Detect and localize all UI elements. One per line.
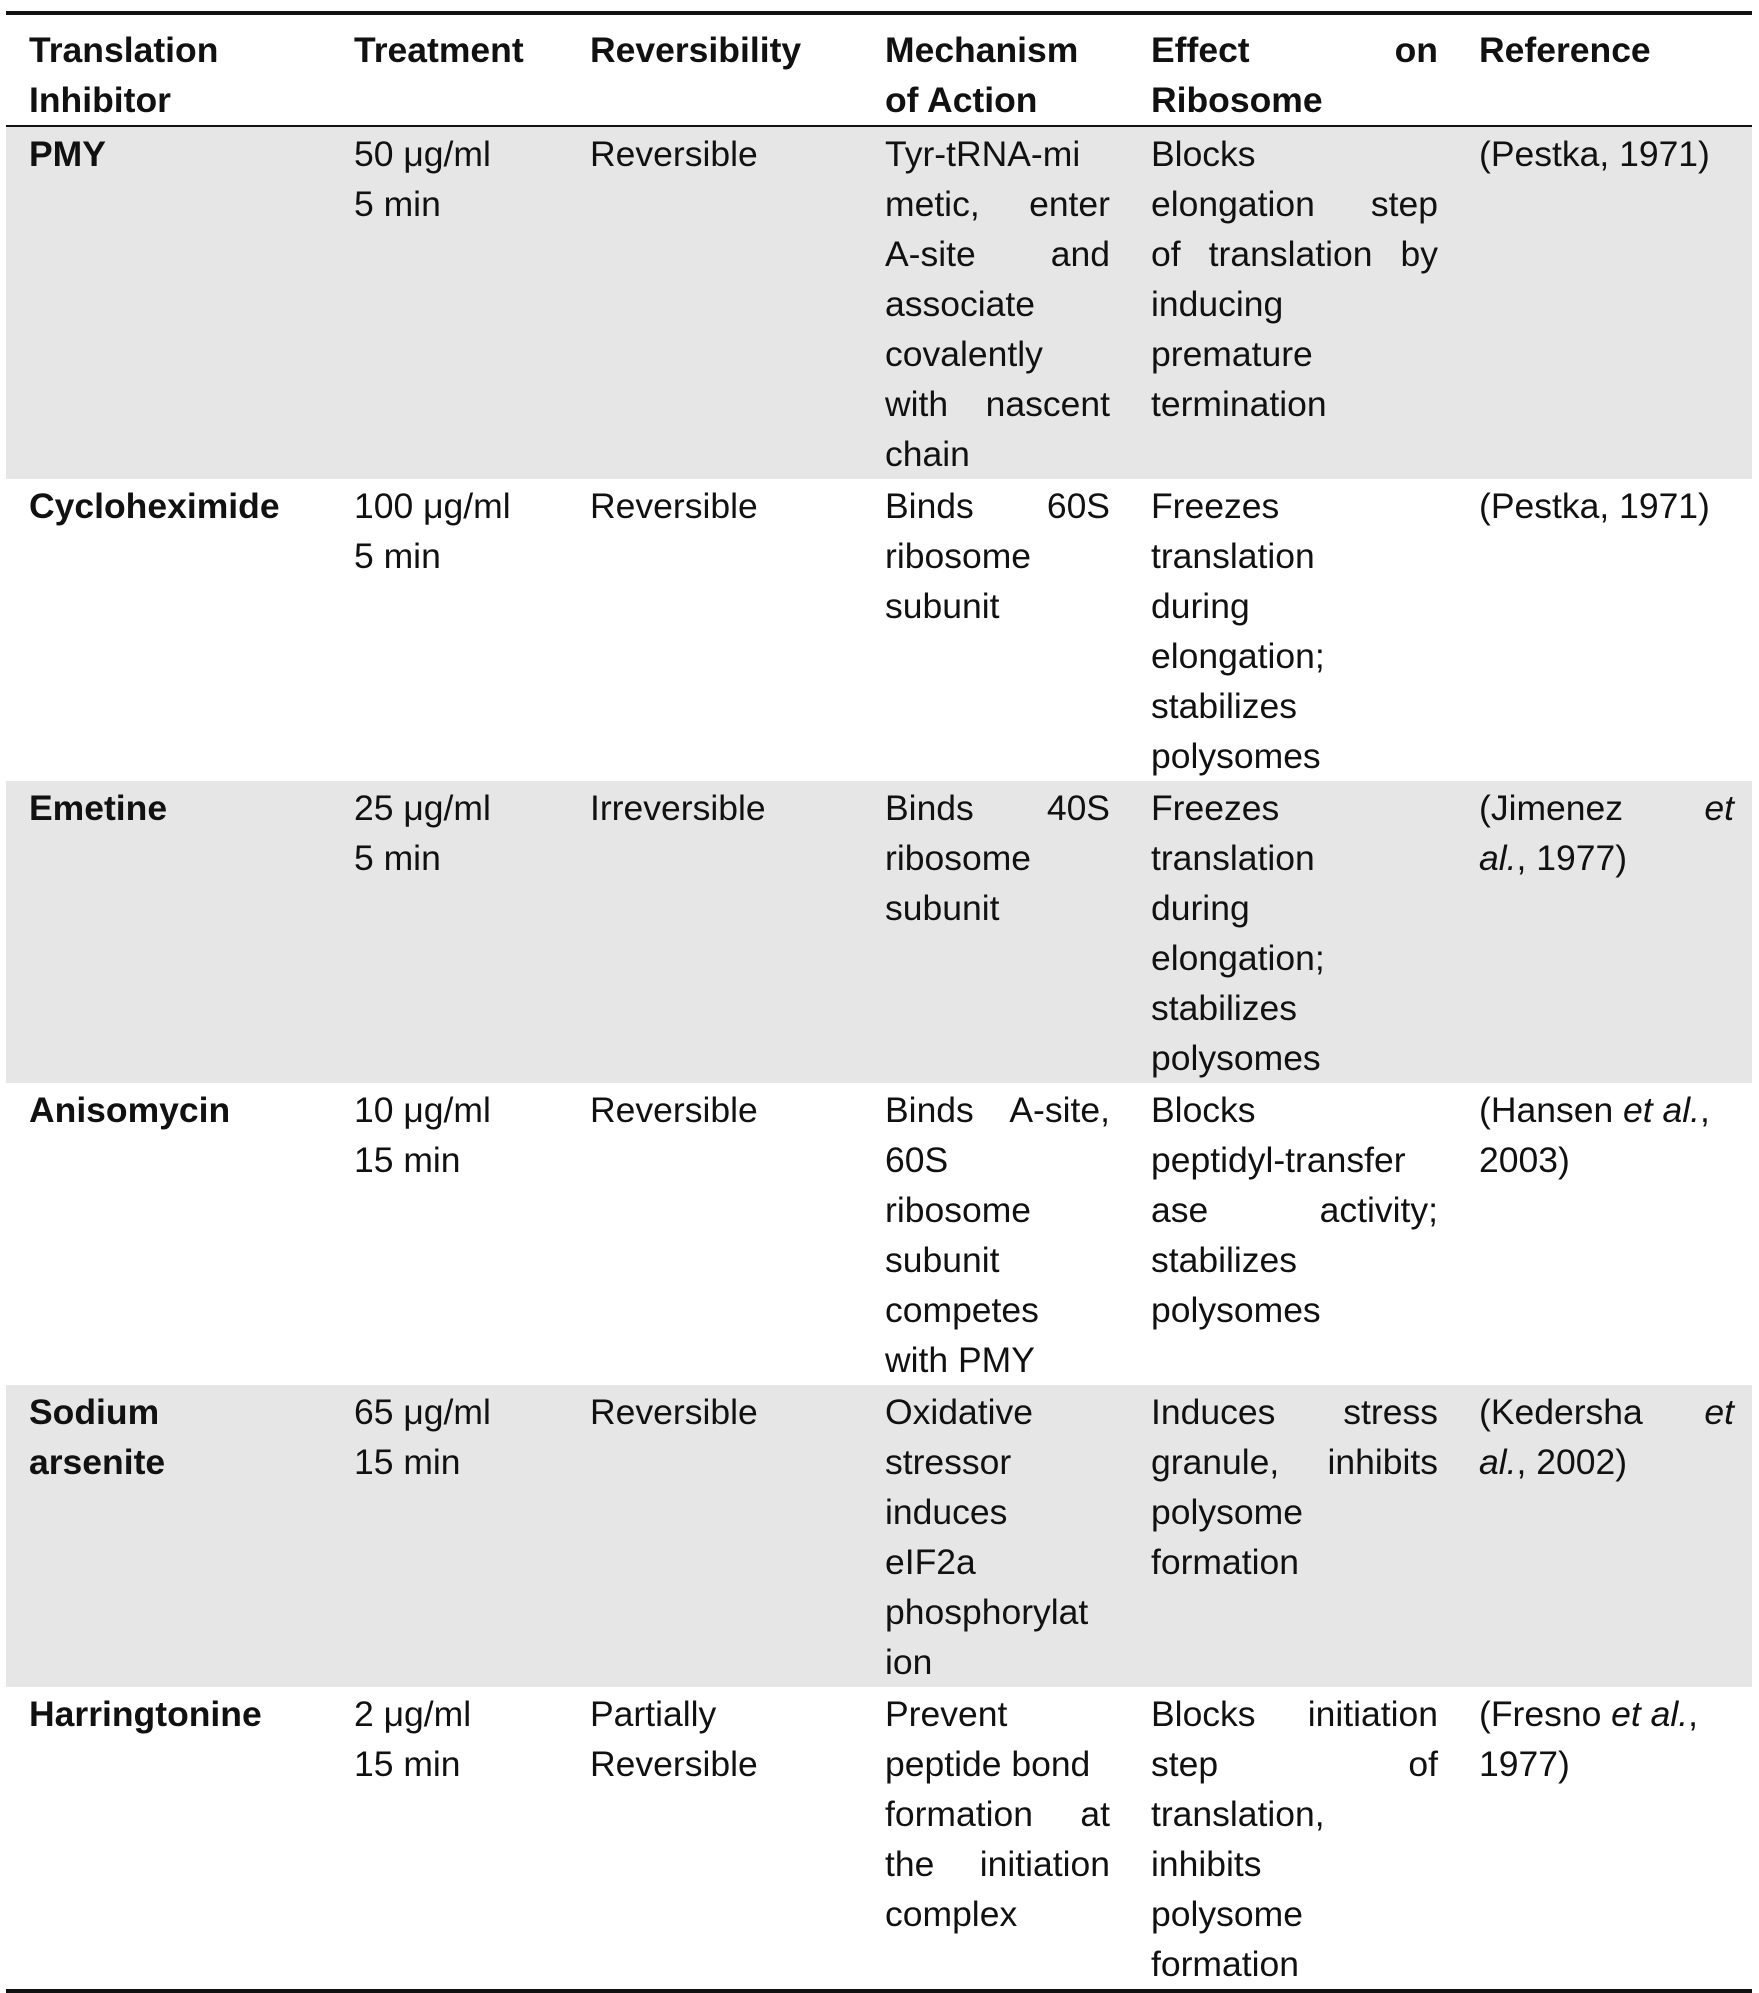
cell-text: stabilizes: [1151, 988, 1298, 1028]
cell-text: covalently: [885, 334, 1043, 374]
cell-text: 15 min: [354, 1744, 461, 1784]
cell-text: polysome: [1151, 1894, 1303, 1934]
cell-inhibitor-name: [6, 1083, 331, 1385]
cell-text: et: [1704, 788, 1734, 828]
cell-text: chain: [885, 434, 970, 474]
cell-text: associate: [885, 284, 1035, 324]
cell-text: 15 min: [354, 1140, 461, 1180]
cell-treatment: [331, 1083, 567, 1385]
cell-text: (Fresno: [1479, 1694, 1612, 1734]
cell-text: with PMY: [885, 1340, 1035, 1380]
cell-treatment: [331, 126, 567, 479]
cell-treatment: [331, 1687, 567, 1991]
cell-text: Sodium: [29, 1392, 160, 1432]
reference-line: [1479, 1689, 1734, 1739]
cell-reference: [1456, 1083, 1752, 1385]
cell-text: subunit: [885, 586, 1000, 626]
data-table-container: [6, 11, 1752, 1993]
cell-text: Binds 60S: [885, 486, 1110, 526]
cell-text: premature: [1151, 334, 1313, 374]
table-row: [6, 479, 1752, 781]
cell-effect: [1128, 1385, 1456, 1687]
cell-text: A-site and: [885, 234, 1110, 274]
cell-text: phosphorylat: [885, 1592, 1089, 1632]
table-row: [6, 1083, 1752, 1385]
cell-treatment: [331, 781, 567, 1083]
table-row: [6, 1385, 1752, 1687]
cell-reference: [1456, 126, 1752, 479]
cell-text: Partially: [590, 1694, 717, 1734]
cell-text: inhibits: [1151, 1844, 1262, 1884]
cell-text: induces: [885, 1492, 1008, 1532]
cell-text: 5 min: [354, 536, 441, 576]
cell-text: granule, inhibits: [1151, 1442, 1438, 1482]
cell-text: translation: [1151, 838, 1315, 878]
cell-text: formation at: [885, 1794, 1110, 1834]
cell-text: al.: [1479, 838, 1517, 878]
cell-text: Binds A-site,: [885, 1090, 1110, 1130]
cell-inhibitor-name: [6, 126, 331, 479]
cell-text: polysomes: [1151, 1290, 1321, 1330]
cell-mechanism: [862, 781, 1128, 1083]
cell-text: Emetine: [29, 788, 168, 828]
cell-text: ion: [885, 1642, 933, 1682]
cell-text: , 2002): [1516, 1442, 1628, 1482]
cell-text: ,: [1688, 1694, 1699, 1734]
cell-effect: [1128, 479, 1456, 781]
cell-text: Blocks: [1151, 134, 1256, 174]
cell-text: polysome: [1151, 1492, 1303, 1532]
header-text: Reversibility: [590, 30, 802, 70]
cell-text: , 1977): [1516, 838, 1628, 878]
header-text: Inhibitor: [29, 80, 171, 120]
cell-text: stressor: [885, 1442, 1012, 1482]
cell-text: Freezes: [1151, 486, 1280, 526]
cell-text: stabilizes: [1151, 1240, 1298, 1280]
cell-text: al.: [1479, 1442, 1517, 1482]
cell-reference: [1456, 781, 1752, 1083]
cell-text: translation: [1151, 536, 1315, 576]
cell-text: eIF2a: [885, 1542, 976, 1582]
cell-mechanism: [862, 1083, 1128, 1385]
cell-text: ribosome: [885, 536, 1032, 576]
cell-text: the initiation: [885, 1844, 1110, 1884]
cell-text: elongation;: [1151, 938, 1325, 978]
cell-text: elongation step: [1151, 184, 1438, 224]
cell-text: Anisomycin: [29, 1090, 231, 1130]
cell-inhibitor-name: [6, 1687, 331, 1991]
cell-text: formation: [1151, 1944, 1299, 1984]
header-text: Reference: [1479, 30, 1651, 70]
cell-mechanism: [862, 1385, 1128, 1687]
header-translation-inhibitor: [6, 13, 331, 126]
cell-reversibility: [567, 1687, 862, 1991]
cell-text: step of: [1151, 1744, 1438, 1784]
cell-text: Prevent: [885, 1694, 1008, 1734]
cell-text: peptidyl-transfer: [1151, 1140, 1406, 1180]
cell-text: 100 μg/ml: [354, 486, 511, 526]
table-header-row: [6, 13, 1752, 126]
reference-line: [1479, 783, 1734, 833]
cell-text: 65 μg/ml: [354, 1392, 491, 1432]
reference-line: [1479, 1387, 1734, 1437]
cell-text: 2 μg/ml: [354, 1694, 472, 1734]
cell-reference: [1456, 1687, 1752, 1991]
cell-text: Reversible: [590, 1392, 758, 1432]
cell-text: (Hansen: [1479, 1090, 1624, 1130]
reference-line: [1479, 1085, 1734, 1135]
cell-effect: [1128, 126, 1456, 479]
cell-text: Reversible: [590, 1744, 758, 1784]
cell-treatment: [331, 1385, 567, 1687]
cell-text: Reversible: [590, 486, 758, 526]
cell-text: during: [1151, 888, 1250, 928]
cell-text: (Pestka, 1971): [1479, 486, 1710, 526]
cell-text: competes: [885, 1290, 1039, 1330]
header-text: Effect on: [1151, 30, 1438, 70]
cell-inhibitor-name: [6, 479, 331, 781]
cell-text: 15 min: [354, 1442, 461, 1482]
cell-text: 5 min: [354, 838, 441, 878]
cell-mechanism: [862, 126, 1128, 479]
cell-text: metic, enter: [885, 184, 1110, 224]
cell-text: ,: [1700, 1090, 1710, 1130]
cell-reference: [1456, 479, 1752, 781]
cell-text: subunit: [885, 1240, 1000, 1280]
cell-text: Irreversible: [590, 788, 766, 828]
cell-effect: [1128, 1687, 1456, 1991]
reference-line: [1479, 833, 1734, 883]
cell-text: Blocks: [1151, 1090, 1256, 1130]
cell-reversibility: [567, 1083, 862, 1385]
cell-text: complex: [885, 1894, 1018, 1934]
cell-text: Harringtonine: [29, 1694, 262, 1734]
cell-text: Reversible: [590, 134, 758, 174]
cell-text: polysomes: [1151, 1038, 1321, 1078]
cell-effect: [1128, 1083, 1456, 1385]
cell-text: 50 μg/ml: [354, 134, 491, 174]
cell-text: 25 μg/ml: [354, 788, 491, 828]
cell-text: arsenite: [29, 1442, 166, 1482]
cell-text: Binds 40S: [885, 788, 1110, 828]
cell-text: translation,: [1151, 1794, 1325, 1834]
table-row: [6, 781, 1752, 1083]
cell-text: ase activity;: [1151, 1190, 1438, 1230]
header-text: Mechanism: [885, 30, 1079, 70]
header-effect-on-ribosome: [1128, 13, 1456, 126]
cell-text: Tyr-tRNA-mi: [885, 134, 1081, 174]
cell-text: with nascent: [885, 384, 1110, 424]
header-treatment: [331, 13, 567, 126]
cell-reversibility: [567, 781, 862, 1083]
header-mechanism-of-action: [862, 13, 1128, 126]
cell-text: (Jimenez: [1479, 788, 1624, 828]
cell-mechanism: [862, 479, 1128, 781]
cell-text: Cycloheximide: [29, 486, 280, 526]
cell-inhibitor-name: [6, 1385, 331, 1687]
cell-mechanism: [862, 1687, 1128, 1991]
cell-reversibility: [567, 1385, 862, 1687]
header-reference: [1456, 13, 1752, 126]
header-text: Ribosome: [1151, 80, 1323, 120]
cell-text: elongation;: [1151, 636, 1325, 676]
cell-text: 2003): [1479, 1140, 1570, 1180]
header-text: Translation: [29, 30, 219, 70]
cell-text: 60S: [885, 1140, 949, 1180]
cell-inhibitor-name: [6, 781, 331, 1083]
cell-text: (Pestka, 1971): [1479, 134, 1710, 174]
cell-text: PMY: [29, 134, 106, 174]
cell-text: formation: [1151, 1542, 1299, 1582]
cell-text: Freezes: [1151, 788, 1280, 828]
cell-text: polysomes: [1151, 736, 1321, 776]
cell-text: et al.: [1611, 1694, 1689, 1734]
cell-text: ribosome: [885, 838, 1032, 878]
cell-text: Oxidative: [885, 1392, 1033, 1432]
cell-text: termination: [1151, 384, 1327, 424]
cell-text: inducing: [1151, 284, 1284, 324]
cell-text: stabilizes: [1151, 686, 1298, 726]
header-text: of Action: [885, 80, 1038, 120]
reference-line: [1479, 1437, 1734, 1487]
cell-text: ribosome: [885, 1190, 1032, 1230]
cell-effect: [1128, 781, 1456, 1083]
translation-inhibitor-table: [6, 11, 1752, 1993]
cell-text: 5 min: [354, 184, 441, 224]
cell-reversibility: [567, 479, 862, 781]
table-row: [6, 1687, 1752, 1991]
cell-text: subunit: [885, 888, 1000, 928]
cell-text: peptide bond: [885, 1744, 1091, 1784]
cell-reversibility: [567, 126, 862, 479]
header-reversibility: [567, 13, 862, 126]
cell-text: 1977): [1479, 1744, 1570, 1784]
cell-reference: [1456, 1385, 1752, 1687]
cell-text: Induces stress: [1151, 1392, 1438, 1432]
cell-text: (Kedersha: [1479, 1392, 1643, 1432]
cell-text: of translation by: [1151, 234, 1438, 274]
cell-text: et: [1704, 1392, 1734, 1432]
cell-text: et al.: [1623, 1090, 1701, 1130]
cell-treatment: [331, 479, 567, 781]
cell-text: Reversible: [590, 1090, 758, 1130]
table-row: [6, 126, 1752, 479]
cell-text: during: [1151, 586, 1250, 626]
cell-text: 10 μg/ml: [354, 1090, 491, 1130]
cell-text: Blocks initiation: [1151, 1694, 1438, 1734]
header-text: Treatment: [354, 30, 524, 70]
